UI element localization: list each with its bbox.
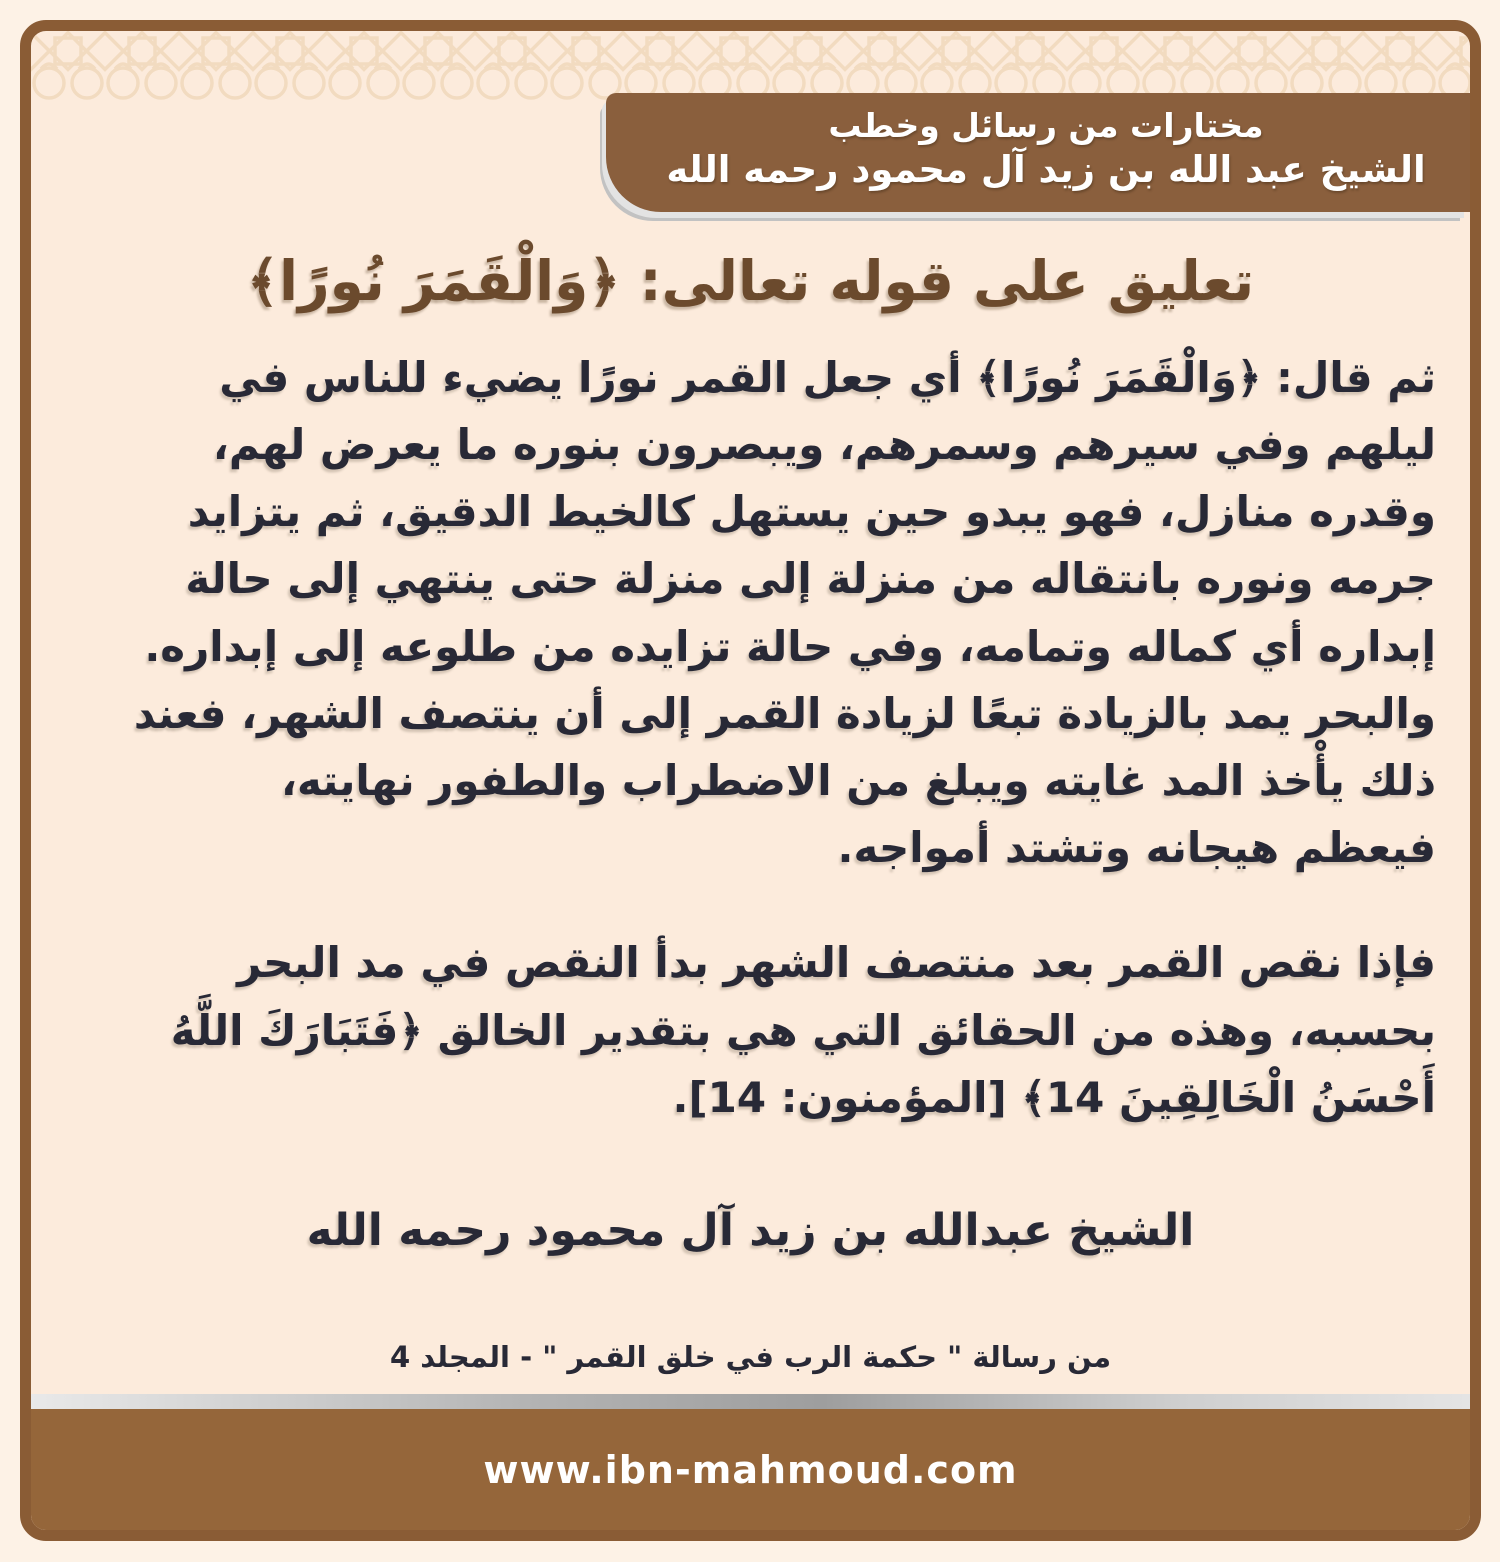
banner-series-title: مختارات من رسائل وخطب	[828, 106, 1264, 145]
website-url: www.ibn-mahmoud.com	[483, 1447, 1018, 1492]
footer	[31, 1394, 1470, 1530]
banner-author-name: الشيخ عبد الله بن زيد آل محمود رحمه الله	[666, 148, 1426, 192]
source-note: من رسالة " حكمة الرب في خلق القمر " - المجلد 4	[389, 1339, 1112, 1374]
page-title: تعليق على قوله تعالى: ﴿وَالْقَمَرَ نُورًا﴾	[246, 249, 1255, 314]
footer-bar	[31, 1409, 1470, 1530]
poster-card	[20, 20, 1481, 1541]
body-paragraph-2: فإذا نقص القمر بعد منتصف الشهر بدأ النقص في مد البحر بحسبه، وهذه من الحقائق التي هي بتقدير الخالق ﴿فَتَبَارَكَ اللَّهُ أَحْسَنُ الْخَالِقِينَ 14﴾ [المؤمنون: 14].	[170, 938, 1436, 1122]
author-signature: الشيخ عبدالله بن زيد آل محمود رحمه الله	[306, 1204, 1195, 1256]
footer-divider	[31, 1394, 1470, 1409]
header-banner	[606, 93, 1470, 212]
body-paragraph-1: ثم قال: ﴿وَالْقَمَرَ نُورًا﴾ أي جعل القمر نورًا يضيء للناس في ليلهم وفي سيرهم وسمرهم، ويبصرون بنوره ما يعرض لهم، وقدره منازل، فهو يبدو حين يستهل كالخيط الدقيق، ثم يتزايد جرمه ونوره بانتقاله من منزلة إلى منزلة حتى ينتهي إلى حالة إبداره أي كماله وتمامه، وفي حالة تزايده من طلوعه إلى إبداره. والبحر يمد بالزيادة تبعًا لزيادة القمر إلى أن ينتصف الشهر، فعند ذلك يأْخذ المد غايته ويبلغ من الاضطراب والطفور نهايته، فيعظم هيجانه وتشتد أمواجه.	[133, 352, 1436, 873]
